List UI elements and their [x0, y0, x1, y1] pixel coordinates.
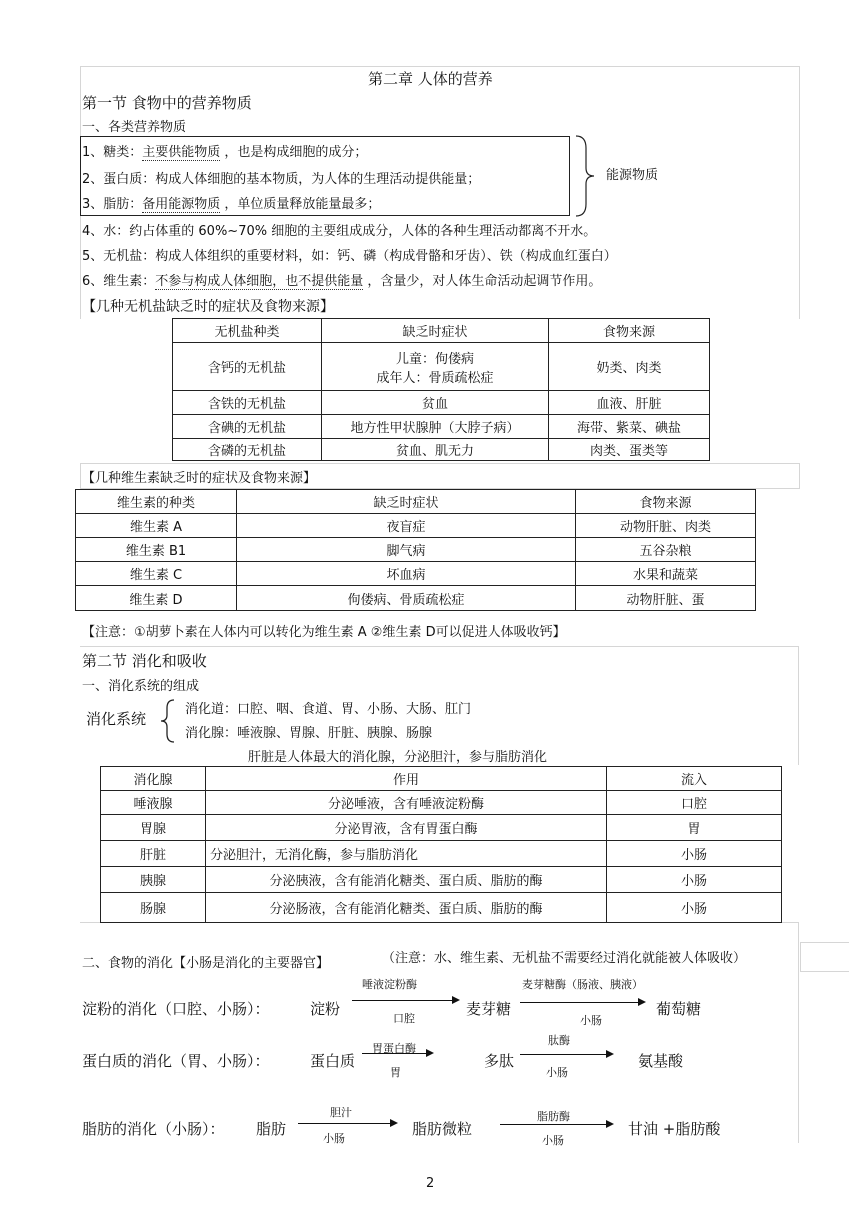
protein-label: 蛋白质的消化（胃、小肠）：: [82, 1052, 270, 1070]
arrow-icon: [520, 1002, 644, 1003]
table-cell: 维生素 D: [76, 586, 237, 611]
item-5: 5、无机盐：构成人体组织的重要材料，如：钙、磷（构成骨骼和牙齿）、铁（构成血红蛋白）: [82, 249, 617, 264]
table-cell: 佝偻病、骨质疏松症: [237, 586, 576, 611]
starch-a: 淀粉: [310, 1000, 341, 1018]
protein-b: 多肽: [484, 1052, 515, 1070]
table-cell: 肉类、蛋类等: [549, 439, 710, 461]
table-row: [101, 893, 782, 923]
section2-title: 第二节 消化和吸收: [82, 652, 207, 670]
fat-place1: 小肠: [323, 1132, 345, 1145]
liver-note: 肝脏是人体最大的消化腺，分泌胆汁，参与脂肪消化: [248, 750, 548, 765]
fat-enzyme1: 胆汁: [330, 1106, 352, 1119]
starch-enzyme1: 唾液淀粉酶: [362, 978, 417, 991]
chapter-title: 第二章 人体的营养: [368, 70, 493, 88]
item-1: 1、糖类：主要供能物质 ，也是构成细胞的成分；: [82, 145, 368, 160]
table-cell: 坏血病: [237, 562, 576, 586]
item-6: 6、维生素：不参与构成人体细胞，也不提供能量 ，含量少，对人体生命活动起调节作用。: [82, 274, 602, 289]
item-4: 4、水：约占体重的 60%~70% 细胞的主要组成成分，人体的各种生理活动都离不开水。: [82, 224, 597, 239]
arrow-icon: [298, 1123, 396, 1124]
arrow-icon: [520, 1054, 612, 1055]
gland-table: [100, 766, 782, 923]
cell-line: 儿童：佝偻病: [395, 351, 474, 367]
table-cell: 地方性甲状腺肿（大脖子病）: [322, 415, 549, 439]
starch-enzyme2: 麦芽糖酶（肠液、胰液）: [522, 978, 643, 991]
system-label: 消化系统: [86, 710, 147, 728]
table-cell: 小肠: [607, 867, 782, 893]
gland-header: 消化腺: [101, 767, 206, 791]
item-2: 2、蛋白质：构成人体细胞的基本物质，为人体的生理活动提供能量；: [82, 172, 481, 187]
mineral-table: [172, 318, 710, 461]
section2-sub1: 一、消化系统的组成: [82, 679, 200, 694]
table-cell: 分泌胆汁，无消化酶，参与脂肪消化: [206, 841, 607, 867]
side-bracket-frame: [800, 942, 849, 972]
table-cell: 胃: [607, 815, 782, 841]
section1-title: 第一节 食物中的营养物质: [82, 94, 252, 112]
table-row: [173, 391, 710, 415]
protein-place1: 胃: [390, 1066, 401, 1079]
table-cell: 胰腺: [101, 867, 206, 893]
item-3: 3、脂肪：备用能源物质 ，单位质量释放能量最多；: [82, 197, 381, 212]
mineral-header: 无机盐种类: [173, 319, 322, 343]
right-brace-icon: [574, 134, 596, 218]
table-cell: 维生素 B1: [76, 538, 237, 562]
table-cell: 肝脏: [101, 841, 206, 867]
fat-enzyme2: 脂肪酶: [537, 1110, 570, 1123]
table-cell: [322, 343, 549, 391]
starch-b: 麦芽糖: [466, 1000, 512, 1018]
mineral-header: 缺乏时症状: [322, 319, 549, 343]
arrow-icon: [500, 1124, 612, 1125]
gland-header: 作用: [206, 767, 607, 791]
fat-label: 脂肪的消化（小肠）：: [82, 1120, 225, 1138]
vitamin-header: 维生素的种类: [76, 490, 237, 514]
digestive-glands: 消化腺：唾液腺、胃腺、肝脏、胰腺、肠腺: [185, 726, 433, 741]
digestive-tract: 消化道：口腔、咽、食道、胃、小肠、大肠、肛门: [185, 702, 472, 717]
digestion-heading: 二、食物的消化【小肠是消化的主要器官】: [82, 956, 330, 971]
fat-place2: 小肠: [542, 1134, 564, 1147]
protein-place2: 小肠: [546, 1066, 568, 1079]
table-cell: 分泌肠液，含有能消化糖类、蛋白质、脂肪的酶: [206, 893, 607, 923]
table-cell: 小肠: [607, 841, 782, 867]
table-cell: 贫血: [322, 391, 549, 415]
table-cell: 血液、肝脏: [549, 391, 710, 415]
protein-c: 氨基酸: [638, 1052, 684, 1070]
table-row: [76, 538, 756, 562]
table-cell: 胃腺: [101, 815, 206, 841]
table-cell: 维生素 C: [76, 562, 237, 586]
vitamin-caption: 【几种维生素缺乏时的症状及食物来源】: [82, 471, 317, 486]
table-cell: 奶类、肉类: [549, 343, 710, 391]
table-cell: 肠腺: [101, 893, 206, 923]
starch-c: 葡萄糖: [656, 1000, 702, 1018]
vitamin-header: 食物来源: [576, 490, 756, 514]
table-cell: 动物肝脏、蛋: [576, 586, 756, 611]
mineral-caption: 【几种无机盐缺乏时的症状及食物来源】: [82, 299, 334, 315]
table-row: [76, 514, 756, 538]
table-row: [101, 791, 782, 815]
table-cell: 含钙的无机盐: [173, 343, 322, 391]
table-cell: 五谷杂粮: [576, 538, 756, 562]
cell-line: 成年人：骨质疏松症: [376, 370, 494, 386]
mineral-header: 食物来源: [549, 319, 710, 343]
table-cell: 海带、紫菜、碘盐: [549, 415, 710, 439]
table-row: [76, 562, 756, 586]
table-cell: 分泌胰液，含有能消化糖类、蛋白质、脂肪的酶: [206, 867, 607, 893]
fat-b: 脂肪微粒: [412, 1120, 473, 1138]
table-row: [101, 815, 782, 841]
starch-label: 淀粉的消化（口腔、小肠）：: [82, 1000, 270, 1018]
table-row: [76, 586, 756, 611]
energy-label: 能源物质: [606, 168, 659, 183]
table-cell: 分泌胃液，含有胃蛋白酶: [206, 815, 607, 841]
table-row: [101, 841, 782, 867]
vitamin-header: 缺乏时症状: [237, 490, 576, 514]
digestion-note: （注意：水、维生素、无机盐不需要经过消化就能被人体吸收）: [382, 951, 747, 966]
gland-header: 流入: [607, 767, 782, 791]
table-cell: 贫血、肌无力: [322, 439, 549, 461]
starch-place2: 小肠: [580, 1014, 602, 1027]
table-cell: 口腔: [607, 791, 782, 815]
table-row: [101, 867, 782, 893]
section1-sub1: 一、各类营养物质: [82, 120, 187, 135]
vitamin-note: 【注意：①胡萝卜素在人体内可以转化为维生素 A ②维生素 D可以促进人体吸收钙】: [82, 625, 566, 640]
table-row: [173, 343, 710, 391]
vitamin-table: [75, 489, 756, 611]
protein-a: 蛋白质: [310, 1052, 356, 1070]
table-cell: 含碘的无机盐: [173, 415, 322, 439]
left-brace-icon: [158, 698, 178, 744]
arrow-icon: [362, 1053, 432, 1054]
page-number: 2: [426, 1176, 435, 1191]
table-row: [173, 439, 710, 461]
table-cell: 含铁的无机盐: [173, 391, 322, 415]
table-cell: 维生素 A: [76, 514, 237, 538]
table-cell: 小肠: [607, 893, 782, 923]
protein-enzyme2: 肽酶: [548, 1034, 570, 1047]
fat-c: 甘油 +脂肪酸: [628, 1120, 721, 1138]
table-cell: 分泌唾液，含有唾液淀粉酶: [206, 791, 607, 815]
fat-a: 脂肪: [256, 1120, 287, 1138]
table-cell: 脚气病: [237, 538, 576, 562]
starch-place1: 口腔: [393, 1012, 415, 1025]
table-cell: 动物肝脏、肉类: [576, 514, 756, 538]
table-cell: 含磷的无机盐: [173, 439, 322, 461]
arrow-icon: [352, 1000, 458, 1001]
protein-enzyme1: 胃蛋白酶: [372, 1042, 416, 1055]
table-cell: 水果和蔬菜: [576, 562, 756, 586]
table-cell: 唾液腺: [101, 791, 206, 815]
table-cell: 夜盲症: [237, 514, 576, 538]
table-row: [173, 415, 710, 439]
